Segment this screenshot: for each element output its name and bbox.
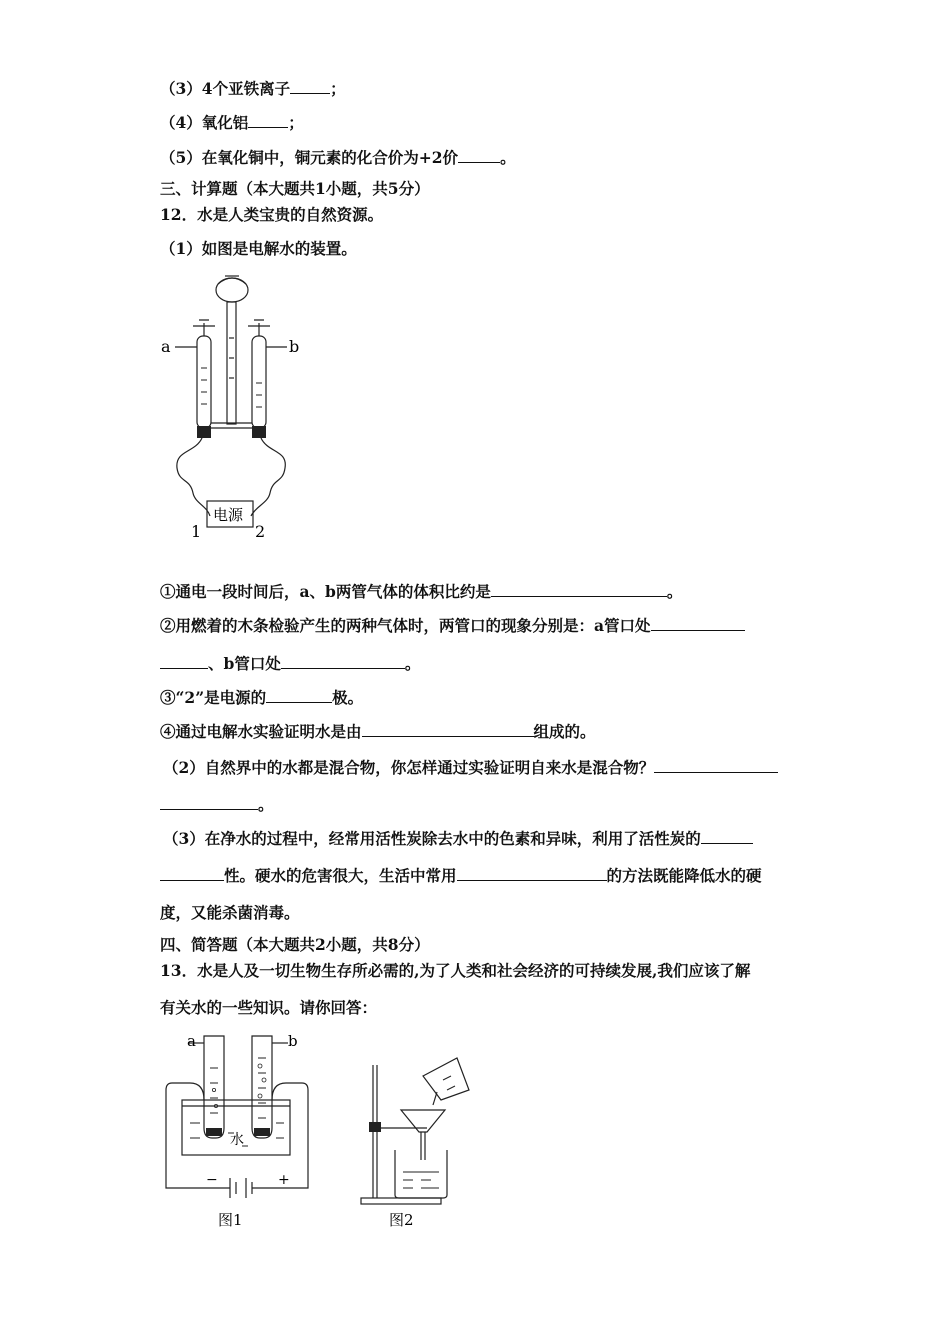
answer-blank[interactable] (654, 756, 778, 773)
punct: 。 (404, 654, 421, 673)
question-3-line (160, 77, 346, 100)
problem-13-text-2: 有关水的一些知识。请你回答： (160, 998, 378, 1017)
punct: ； (330, 79, 346, 98)
problem-12-part-3-final (160, 902, 300, 924)
problem-12-text: 12．水是人类宝贵的自然资源。 (160, 205, 384, 224)
electrolysis-apparatus-figure (155, 268, 315, 548)
problem-12-part-2 (163, 756, 778, 779)
problem-13-text: 13．水是人及一切生物生存所必需的,为了人类和社会经济的可持续发展,我们应该了解 (160, 961, 751, 980)
sub-question-2-text: ②用燃着的木条检验产生的两种气体时，两管口的现象分别是：a管口处 (160, 616, 651, 635)
section-3-heading (160, 178, 430, 200)
power-source-label: 电源 (213, 506, 244, 524)
answer-blank[interactable] (491, 580, 667, 597)
problem-12-part-3-text: （3）在净水的过程中，经常用活性炭除去水中的色素和异味，利用了活性炭的 (163, 829, 701, 848)
answer-blank[interactable] (458, 146, 500, 163)
answer-blank[interactable] (362, 720, 534, 737)
problem-12-part-3-end-text: 的方法既能降低水的硬 (606, 866, 762, 885)
problem-12-part-3-mid-text: 性。硬水的危害很大，生活中常用 (224, 866, 457, 885)
problem-12-part-1-text: （1）如图是电解水的装置。 (160, 239, 357, 258)
terminal-1-label: 1 (191, 522, 202, 541)
tube-label-b-fig1: b (288, 1032, 298, 1050)
sub-question-2-cont (160, 652, 420, 675)
problem-12-part-3 (163, 827, 753, 850)
punct: 。 (258, 795, 274, 814)
figure-2-filtration (355, 1050, 475, 1230)
problem-12-part-2-cont (160, 793, 274, 816)
question-3-text: （3）4个亚铁离子 (160, 79, 291, 98)
tube-label-a: a (161, 337, 171, 356)
terminal-2-label: 2 (255, 522, 266, 541)
sub-question-3-text: ③“2”是电源的 (160, 688, 267, 707)
sub-question-1 (160, 580, 682, 603)
section-4-heading (160, 934, 430, 956)
answer-blank[interactable] (160, 864, 224, 881)
negative-terminal-label: − (206, 1172, 218, 1188)
answer-blank[interactable] (160, 652, 208, 669)
answer-blank[interactable] (248, 111, 288, 128)
problem-12-part-1 (160, 238, 357, 260)
answer-blank[interactable] (701, 827, 753, 844)
problem-13-line-2 (160, 997, 377, 1019)
figure-1-electrolysis (160, 1028, 330, 1233)
question-4-line (160, 111, 304, 134)
sub-question-1-text: ①通电一段时间后，a、b两管气体的体积比约是 (160, 582, 491, 601)
problem-12-part-3-final-text: 度，又能杀菌消毒。 (160, 903, 300, 922)
sub-question-4 (160, 720, 596, 743)
answer-blank[interactable] (457, 864, 607, 881)
question-4-text: （4）氧化铝 (160, 113, 249, 132)
sub-question-4-text: ④通过电解水实验证明水是由 (160, 722, 362, 741)
positive-terminal-label: + (278, 1172, 290, 1188)
water-label: 水 (230, 1132, 244, 1148)
question-5-line (160, 146, 516, 169)
answer-blank[interactable] (281, 652, 405, 669)
answer-blank[interactable] (651, 614, 745, 631)
figure-1-caption: 图1 (218, 1211, 243, 1229)
punct: 。 (666, 582, 683, 601)
answer-blank[interactable] (290, 77, 330, 94)
punct: 。 (500, 148, 516, 167)
problem-13-line-1 (160, 960, 750, 982)
problem-12-title (160, 204, 383, 226)
section-4-text: 四、简答题（本大题共2小题，共8分） (160, 935, 430, 954)
figure-2-caption: 图2 (389, 1211, 414, 1229)
sub-question-3-end-text: 极。 (332, 688, 364, 707)
sub-question-4-end-text: 组成的。 (533, 722, 596, 741)
problem-12-part-3-cont (160, 864, 762, 887)
tube-label-b: b (289, 337, 300, 356)
sub-question-2-mid-text: 、b管口处 (208, 654, 281, 673)
sub-question-2 (160, 614, 745, 637)
question-5-text: （5）在氧化铜中，铜元素的化合价为+2价 (160, 148, 459, 167)
punct: ； (288, 113, 304, 132)
problem-12-part-2-text: （2）自然界中的水都是混合物，你怎样通过实验证明自来水是混合物？ (163, 758, 655, 777)
answer-blank[interactable] (160, 793, 258, 810)
sub-question-3 (160, 686, 363, 709)
tube-label-a-fig1: a (187, 1032, 196, 1050)
answer-blank[interactable] (266, 686, 332, 703)
section-3-text: 三、计算题（本大题共1小题，共5分） (160, 179, 430, 198)
